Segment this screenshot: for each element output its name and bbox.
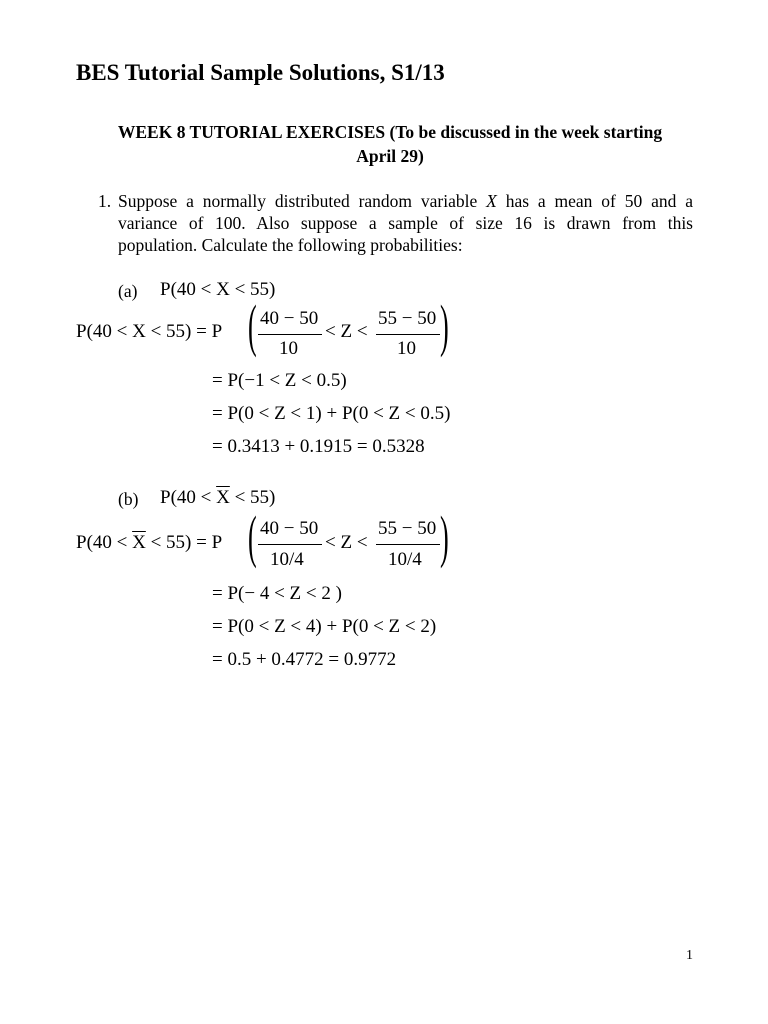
part-b-step1: = P(− 4 < Z < 2 ) [212, 583, 342, 604]
part-b-middle: < Z < [325, 532, 368, 553]
section-heading-line2: April 29) [356, 146, 424, 166]
part-a-frac2-denominator: 10 [397, 338, 416, 359]
math-part: P(40 < [160, 487, 217, 508]
section-heading-line1: WEEK 8 TUTORIAL EXERCISES (To be discussed in the week starting [117, 122, 663, 142]
question-text-line3: population. Calculate the following probabilities: [118, 235, 463, 255]
part-b-frac1-denominator: 10/4 [270, 549, 304, 570]
part-a-step1: = P(−1 < Z < 0.5) [212, 370, 347, 391]
part-b-label: (b) [118, 489, 139, 509]
part-b-lhs [76, 532, 222, 554]
right-paren: ) [440, 504, 449, 569]
part-a-frac1-denominator: 10 [279, 338, 298, 359]
question-text-line1 [118, 191, 693, 212]
part-b-step2: = P(0 < Z < 4) + P(0 < Z < 2) [212, 616, 437, 637]
page-number: 1 [686, 948, 693, 963]
fraction-bar [258, 544, 322, 545]
part-b-step3: = 0.5 + 0.4772 = 0.9772 [212, 649, 397, 670]
math-part: P(40 < [76, 532, 133, 553]
math-part: < 55) [229, 487, 276, 508]
question-number: 1. [98, 191, 112, 211]
part-b-frac2-numerator: 55 − 50 [378, 518, 437, 539]
part-b-probability [160, 487, 275, 509]
part-b-frac2-denominator: 10/4 [388, 549, 422, 570]
part-a-frac1-numerator: 40 − 50 [260, 308, 319, 329]
question-text-part: has a mean of 50 and a [496, 191, 693, 211]
math-part: < 55) = P [145, 532, 223, 553]
part-a-lhs: P(40 < X < 55) = P [76, 321, 223, 342]
part-b-frac1-numerator: 40 − 50 [260, 518, 319, 539]
part-a-probability: P(40 < X < 55) [160, 279, 276, 300]
part-a-label: (a) [118, 281, 138, 301]
fraction-bar [376, 334, 440, 335]
right-paren: ) [440, 293, 449, 358]
question-text-line2: variance of 100. Also suppose a sample of size 16 is drawn from this [118, 213, 693, 233]
left-paren: ( [248, 504, 257, 569]
part-a-step3: = 0.3413 + 0.1915 = 0.5328 [212, 436, 425, 457]
fraction-bar [258, 334, 322, 335]
part-a-frac2-numerator: 55 − 50 [378, 308, 437, 329]
sample-mean-variable: $\overline{X}$ [216, 487, 230, 508]
part-a-middle: < Z < [325, 321, 368, 342]
fraction-bar [376, 544, 440, 545]
document-title: BES Tutorial Sample Solutions, S1/13 [76, 60, 445, 85]
part-a-step2: = P(0 < Z < 1) + P(0 < Z < 0.5) [212, 403, 451, 424]
left-paren: ( [248, 293, 257, 358]
question-variable: X [486, 191, 497, 211]
question-text-part: Suppose a normally distributed random variable [118, 191, 487, 211]
sample-mean-variable: $\overline{X}$ [132, 532, 146, 553]
